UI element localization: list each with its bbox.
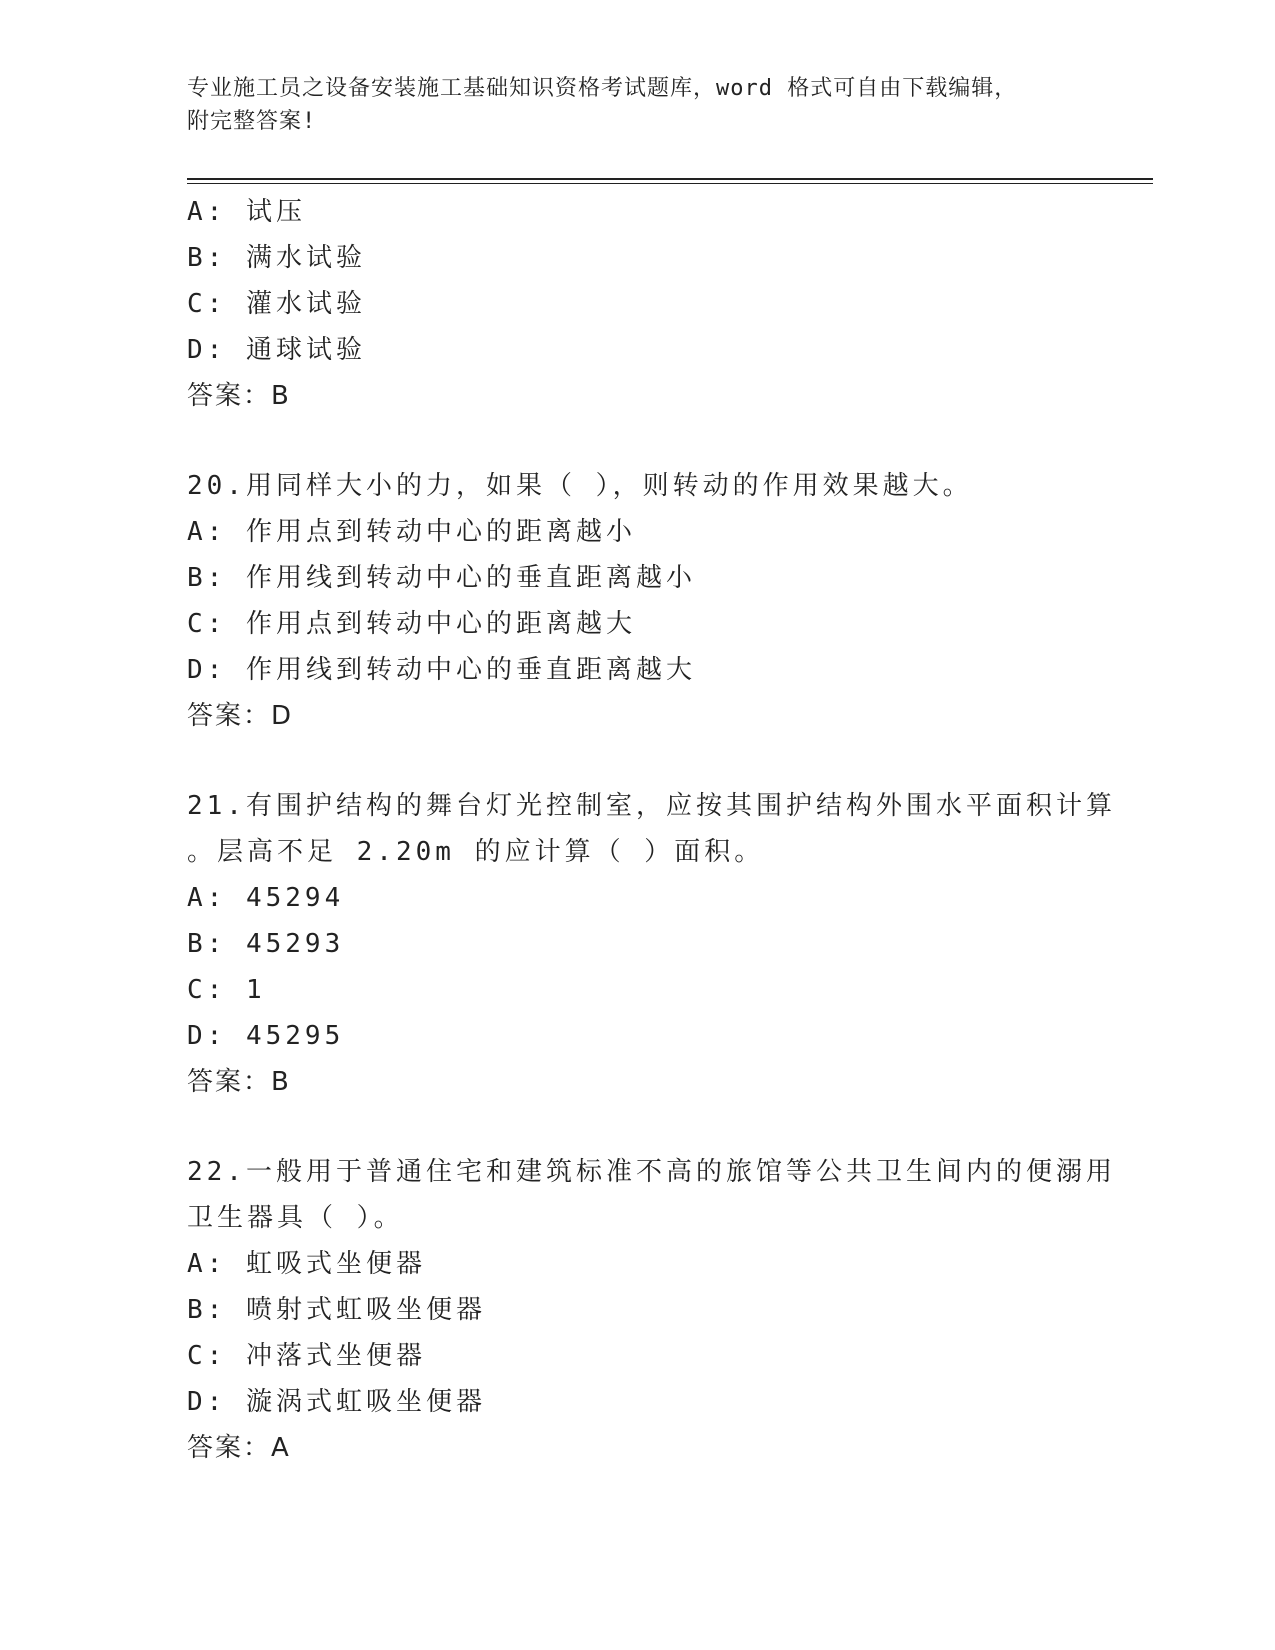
question-stem-line-2: 。层高不足 2.20m 的应计算（ ）面积。	[187, 837, 765, 867]
option-b: B: 喷射式虹吸坐便器	[187, 1295, 486, 1325]
option-b: B: 45293	[187, 929, 345, 959]
option-d: D: 45295	[187, 1021, 345, 1051]
option-d: D: 作用线到转动中心的垂直距离越大	[187, 655, 696, 685]
option-c: C: 冲落式坐便器	[187, 1341, 426, 1371]
option-a: A: 虹吸式坐便器	[187, 1249, 426, 1279]
option-b: B: 作用线到转动中心的垂直距离越小	[187, 563, 696, 593]
question-21	[187, 783, 1116, 1105]
header-divider-thin	[187, 183, 1153, 184]
question-20	[187, 463, 1087, 739]
option-d: D: 通球试验	[187, 335, 366, 365]
option-c: C: 作用点到转动中心的距离越大	[187, 609, 636, 639]
question-22	[187, 1149, 1116, 1471]
answer-line: 答案：A	[187, 1433, 291, 1463]
question-spacer	[187, 739, 1087, 783]
question-stem-line-1: 21.有围护结构的舞台灯光控制室，应按其围护结构外围水平面积计算	[187, 791, 1116, 821]
option-d: D: 漩涡式虹吸坐便器	[187, 1387, 486, 1417]
option-a: A: 45294	[187, 883, 345, 913]
question-19-tail	[187, 189, 1087, 419]
option-b: B: 满水试验	[187, 243, 366, 273]
header-title-line-1: 专业施工员之设备安装施工基础知识资格考试题库，word 格式可自由下载编辑，	[187, 76, 1018, 101]
question-stem-line-1: 22.一般用于普通住宅和建筑标准不高的旅馆等公共卫生间内的便溺用	[187, 1157, 1116, 1187]
header-title-line-2: 附完整答案!	[187, 109, 317, 134]
question-spacer	[187, 1105, 1087, 1149]
question-stem-line-2: 卫生器具（ ）。	[187, 1203, 404, 1233]
answer-line: 答案：D	[187, 701, 294, 731]
header-divider-thick	[187, 178, 1153, 180]
option-c: C: 1	[187, 975, 266, 1005]
option-c: C: 灌水试验	[187, 289, 366, 319]
option-a: A: 试压	[187, 197, 306, 227]
question-spacer	[187, 419, 1087, 463]
option-a: A: 作用点到转动中心的距离越小	[187, 517, 636, 547]
answer-line: 答案：B	[187, 381, 291, 411]
page-header	[187, 72, 1067, 138]
question-stem: 20.用同样大小的力，如果（ ），则转动的作用效果越大。	[187, 471, 973, 501]
document-body	[187, 189, 1116, 1471]
answer-line: 答案：B	[187, 1067, 291, 1097]
